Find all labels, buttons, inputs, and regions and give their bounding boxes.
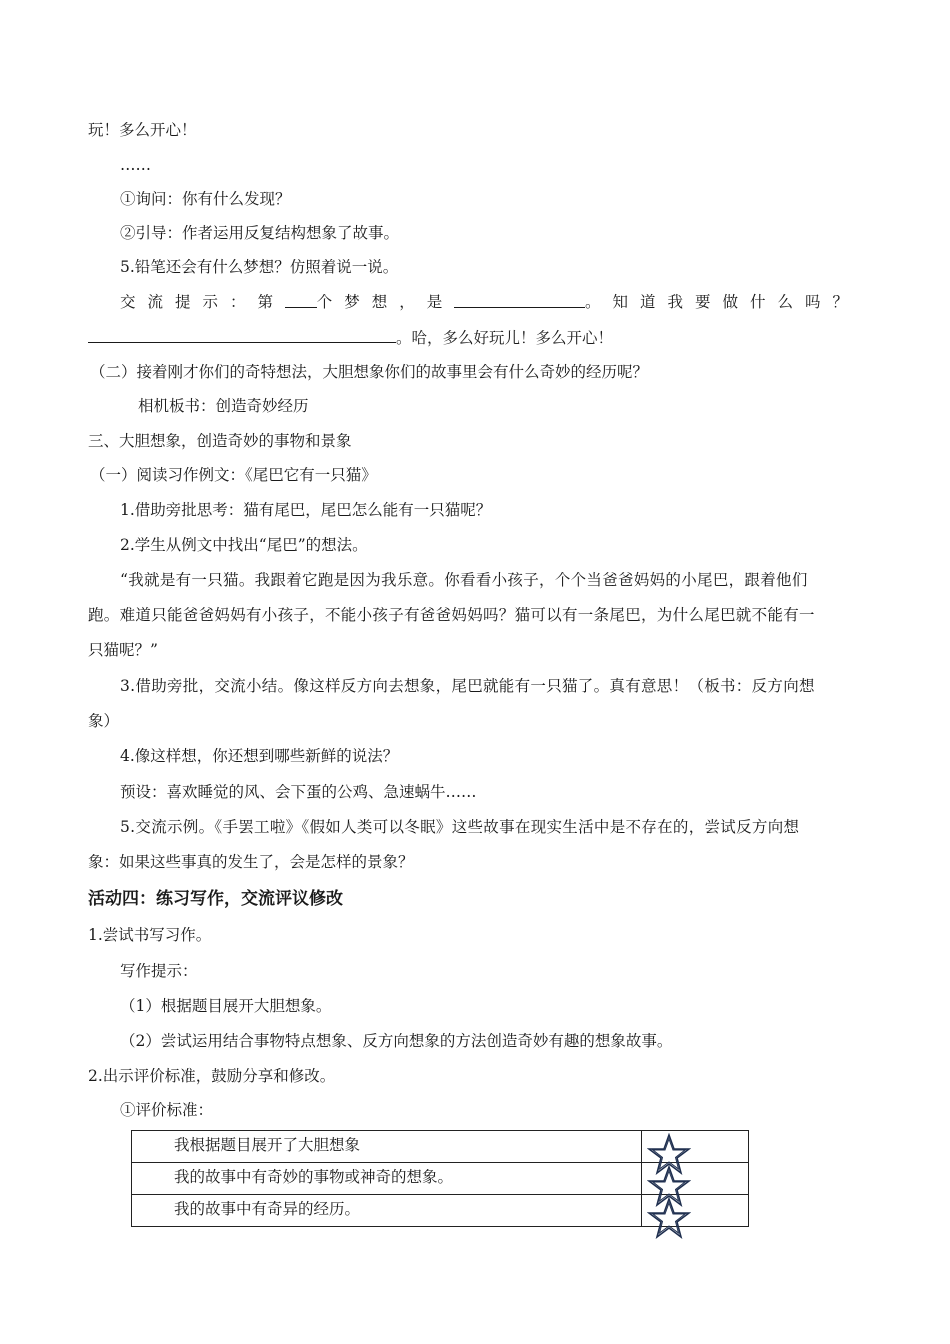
text-line: 2.出示评价标准，鼓励分享和修改。 [88, 1067, 336, 1085]
prompt-part-b: 个梦想，是 [316, 293, 455, 311]
rating-cell [642, 1195, 749, 1227]
criterion-cell: 我根据题目展开了大胆想象 [132, 1131, 642, 1163]
criterion-cell: 我的故事中有奇妙的事物或神奇的想象。 [132, 1163, 642, 1195]
section-heading: 三、大胆想象，创造奇妙的事物和景象 [88, 432, 352, 450]
rating-cell [642, 1131, 749, 1163]
star-icon [647, 1197, 691, 1239]
text-line: （二）接着刚才你们的奇特想法，大胆想象你们的故事里会有什么奇妙的经历呢？ [90, 363, 649, 381]
prompt-tail: 。哈，多么好玩儿！多么开心！ [396, 329, 614, 347]
text-line: 1.借助旁批思考：猫有尾巴，尾巴怎么能有一只猫呢？ [120, 501, 492, 519]
subsection-heading: （一）阅读习作例文：《尾巴它有一只猫》 [90, 466, 377, 484]
rating-cell [642, 1163, 749, 1195]
table-row [132, 1131, 749, 1163]
text-line: ①询问：你有什么发现？ [120, 190, 291, 208]
text-line: …… [120, 156, 151, 174]
quote-line: 跑。难道只能爸爸妈妈有小孩子，不能小孩子有爸爸妈妈吗？猫可以有一条尾巴，为什么尾巴就不能有一 [88, 606, 815, 624]
fill-blank [285, 292, 317, 308]
text-line: 4.像这样想，你还想到哪些新鲜的说法？ [120, 747, 399, 765]
quote-line: 只猫呢？” [88, 641, 158, 659]
prompt-part-c: 。知道我要做什么吗？ [584, 293, 860, 311]
text-line: ①评价标准： [120, 1101, 214, 1119]
quote-line: “我就是有一只猫。我跟着它跑是因为我乐意。你看看小孩子，个个当爸爸妈妈的小尾巴，跟着他们 [120, 571, 808, 589]
prompt-part-a: 交流提示：第 [120, 293, 286, 311]
fill-blank [88, 327, 396, 343]
exchange-prompt [120, 292, 860, 312]
text-line: 1.尝试书写习作。 [88, 926, 212, 944]
activity-heading: 活动四：练习写作，交流评议修改 [88, 889, 343, 909]
evaluation-table [131, 1130, 749, 1227]
text-line: 5.交流示例。《手罢工啦》《假如人类可以冬眠》这些故事在现实生活中是不存在的，尝试反方向想 [120, 818, 800, 836]
text-line: 2.学生从例文中找出“尾巴”的想法。 [120, 536, 368, 554]
text-line: 象：如果这些事真的发生了，会是怎样的景象？ [88, 853, 414, 871]
text-line: 5.铅笔还会有什么梦想？仿照着说一说。 [120, 258, 399, 276]
table-row [132, 1195, 749, 1227]
text-line: 象） [88, 712, 120, 730]
text-line: 3.借助旁批，交流小结。像这样反方向去想象，尾巴就能有一只猫了。真有意思！（板书：反方向想 [120, 677, 815, 695]
text-line: （1）根据题目展开大胆想象。 [120, 997, 332, 1015]
table-row [132, 1163, 749, 1195]
text-line: 预设：喜欢睡觉的风、会下蛋的公鸡、急速蜗牛…… [120, 783, 477, 801]
text-line: 写作提示： [120, 962, 198, 980]
criterion-cell: 我的故事中有奇异的经历。 [132, 1195, 642, 1227]
text-line: 玩！多么开心！ [88, 121, 197, 139]
text-line: （2）尝试运用结合事物特点想象、反方向想象的方法创造奇妙有趣的想象故事。 [120, 1032, 673, 1050]
fill-blank [454, 292, 585, 308]
text-line [88, 327, 613, 348]
text-line: ②引导：作者运用反复结构想象了故事。 [120, 224, 400, 242]
board-note: 相机板书：创造奇妙经历 [138, 397, 309, 415]
